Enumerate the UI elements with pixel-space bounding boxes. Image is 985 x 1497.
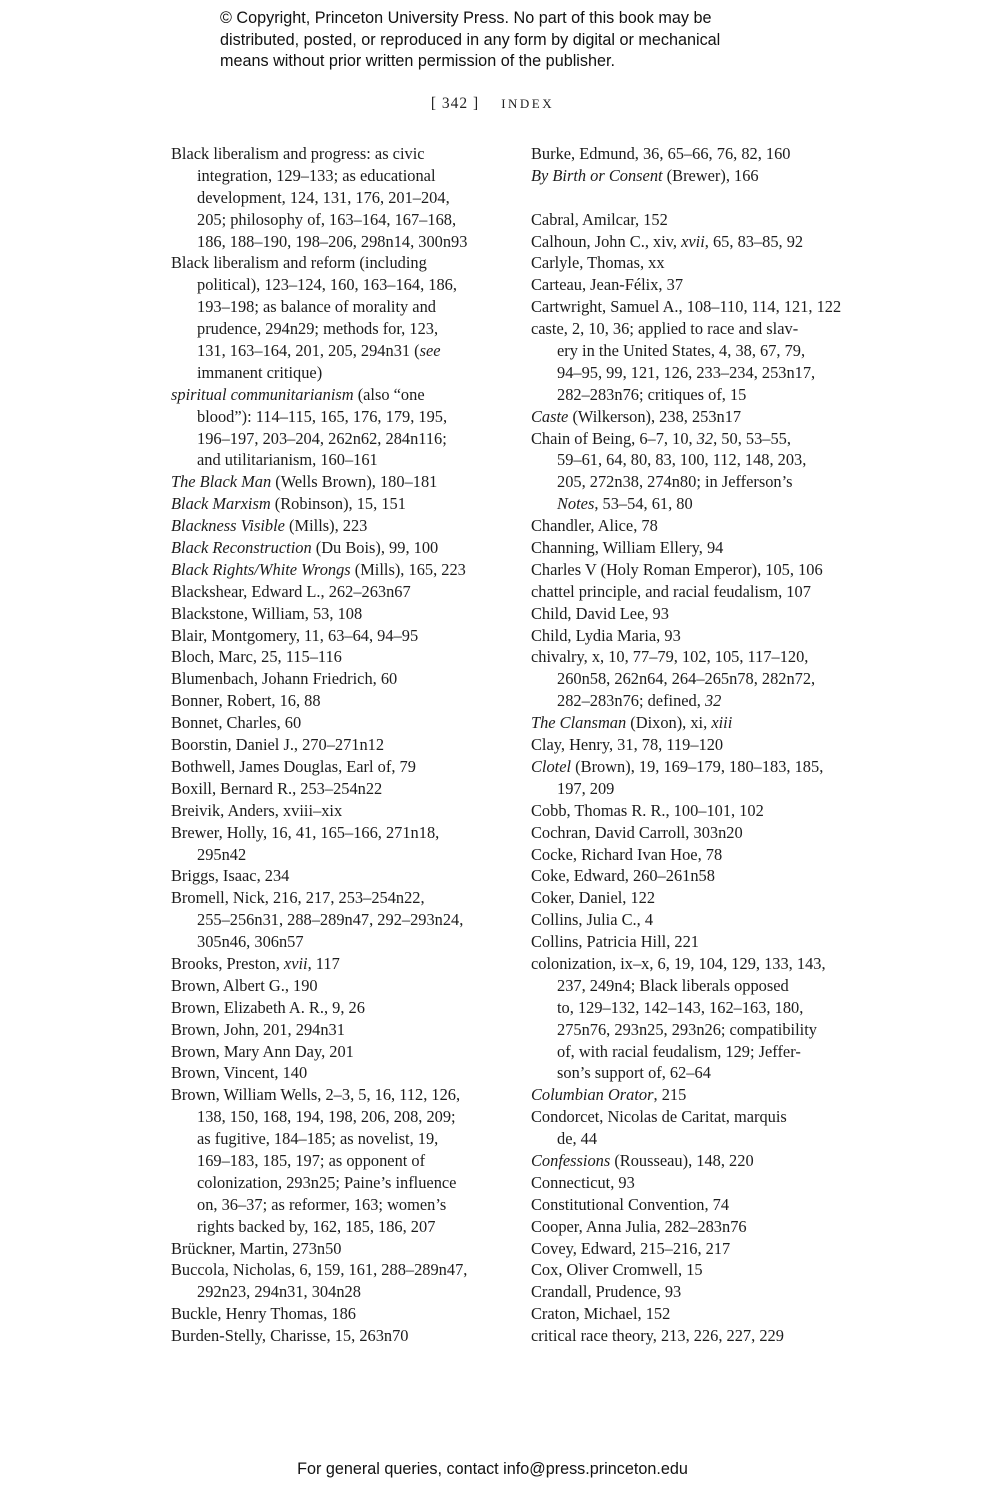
index-entry: Breivik, Anders, xviii–xix (171, 800, 343, 820)
index-entry-continuation: 205; philosophy of, 163–164, 167–168, (197, 209, 457, 229)
index-entry: chivalry, x, 10, 77–79, 102, 105, 117–120, (531, 647, 809, 667)
footer-contact: For general queries, contact info@press.princeton.edu (297, 1460, 688, 1478)
index-entry-continuation: 94–95, 99, 121, 126, 233–234, 253n17, (557, 362, 816, 382)
index-entry: Black Marxism (Robinson), 15, 151 (171, 494, 406, 514)
index-entry: spiritual communitarianism (also “one (171, 384, 425, 404)
index-entry-continuation: as fugitive, 184–185; as novelist, 19, (197, 1129, 439, 1149)
index-entry: Cocke, Richard Ivan Hoe, 78 (531, 844, 723, 864)
copyright-notice (220, 8, 820, 73)
index-entry: Black liberalism and progress: as civic (171, 144, 425, 163)
index-entry: Boorstin, Daniel J., 270–271n12 (171, 735, 385, 755)
index-entry-continuation: political), 123–124, 160, 163–164, 186, (197, 275, 457, 295)
index-entry: Cabral, Amilcar, 152 (531, 209, 668, 229)
index-entry-continuation: rights backed by, 162, 185, 186, 207 (197, 1216, 436, 1236)
index-entry-continuation: son’s support of, 62–64 (557, 1063, 711, 1083)
index-entry-continuation: ery in the United States, 4, 38, 67, 79, (557, 341, 806, 361)
index-entry: Briggs, Isaac, 234 (171, 866, 290, 886)
index-entry: Buckle, Henry Thomas, 186 (171, 1304, 356, 1324)
copyright-line: means without prior written permission of the publisher. (220, 52, 615, 70)
index-entry: Cox, Oliver Cromwell, 15 (531, 1260, 703, 1280)
index-entry-continuation: colonization, 293n25; Paine’s influence (197, 1172, 457, 1192)
index-entry: Bromell, Nick, 216, 217, 253–254n22, (171, 888, 425, 908)
index-entry: Cochran, David Carroll, 303n20 (531, 822, 743, 842)
index-entry: Channing, William Ellery, 94 (531, 538, 724, 558)
index-entry: Carteau, Jean-Félix, 37 (531, 275, 684, 295)
index-entry: Blair, Montgomery, 11, 63–64, 94–95 (171, 625, 419, 645)
index-entry-continuation: 138, 150, 168, 194, 198, 206, 208, 209; (197, 1107, 456, 1127)
index-entry: critical race theory, 213, 226, 227, 229 (531, 1326, 784, 1346)
section-title: INDEX (501, 96, 555, 111)
index-entry-continuation: 131, 163–164, 201, 205, 294n31 (see (197, 341, 441, 361)
index-entry-continuation: and utilitarianism, 160–161 (197, 450, 378, 470)
index-entry: Brown, Elizabeth A. R., 9, 26 (171, 997, 365, 1017)
index-entry: Clotel (Brown), 19, 169–179, 180–183, 185, (531, 756, 824, 776)
index-entry-continuation: 282–283n76; critiques of, 15 (557, 384, 747, 404)
index-entry: colonization, ix–x, 6, 19, 104, 129, 133, 143, (531, 953, 826, 973)
index-entry-continuation: to, 129–132, 142–143, 162–163, 180, (557, 997, 804, 1017)
index-entry: Blumenbach, Johann Friedrich, 60 (171, 669, 398, 689)
index-entry: Brewer, Holly, 16, 41, 165–166, 271n18, (171, 822, 440, 842)
index-entry: Bonnet, Charles, 60 (171, 713, 302, 733)
index-entry: caste, 2, 10, 36; applied to race and slav- (531, 319, 799, 339)
index-entry: Coker, Daniel, 122 (531, 888, 656, 908)
index-entry: Brown, Vincent, 140 (171, 1063, 308, 1083)
index-entry: chattel principle, and racial feudalism, 107 (531, 581, 811, 601)
index-entry: Black liberalism and reform (including (171, 253, 427, 273)
index-entry: Blackness Visible (Mills), 223 (171, 516, 368, 536)
index-entry-continuation: integration, 129–133; as educational (197, 165, 436, 185)
index-entry-continuation: 197, 209 (557, 778, 615, 798)
index-entry-continuation: 196–197, 203–204, 262n62, 284n116; (197, 428, 447, 448)
index-entry: Bothwell, James Douglas, Earl of, 79 (171, 756, 416, 776)
index-entry-continuation: 260n58, 262n64, 264–265n78, 282n72, (557, 669, 816, 689)
index-entry-continuation: 292n23, 294n31, 304n28 (197, 1282, 361, 1302)
index-entry-continuation: 193–198; as balance of morality and (197, 297, 436, 317)
index-entry: Craton, Michael, 152 (531, 1304, 671, 1324)
index-entry: Connecticut, 93 (531, 1172, 635, 1192)
index-entry: Boxill, Bernard R., 253–254n22 (171, 778, 383, 798)
index-entry-continuation: 282–283n76; defined, 32 (557, 691, 722, 711)
index-entry-continuation: 205, 272n38, 274n80; in Jefferson’s (557, 472, 793, 492)
index-entry-continuation: Notes, 53–54, 61, 80 (557, 494, 693, 514)
index-entry: Collins, Patricia Hill, 221 (531, 932, 699, 952)
index-entry: Chandler, Alice, 78 (531, 516, 658, 536)
index-entry-continuation: 169–183, 185, 197; as opponent of (197, 1150, 426, 1170)
index-entry: Black Rights/White Wrongs (Mills), 165, 223 (171, 559, 466, 579)
index-column-right (531, 143, 871, 1347)
index-entry: Constitutional Convention, 74 (531, 1194, 730, 1214)
index-entry-continuation: immanent critique) (197, 362, 323, 382)
index-entry: Child, Lydia Maria, 93 (531, 625, 681, 645)
index-column-left (171, 143, 506, 1347)
index-entry: Blackshear, Edward L., 262–263n67 (171, 581, 411, 601)
index-entry-continuation: on, 36–37; as reformer, 163; women’s (197, 1194, 447, 1214)
index-entry: The Black Man (Wells Brown), 180–181 (171, 472, 438, 492)
index-entry: Condorcet, Nicolas de Caritat, marquis (531, 1107, 787, 1127)
index-entry: Brooks, Preston, xvii, 117 (171, 953, 340, 973)
index-entry-continuation: development, 124, 131, 176, 201–204, (197, 187, 450, 207)
index-entry: Crandall, Prudence, 93 (531, 1282, 682, 1302)
index-entry: By Birth or Consent (Brewer), 166 (531, 165, 759, 185)
index-entry: Cobb, Thomas R. R., 100–101, 102 (531, 800, 764, 820)
index-entry: Collins, Julia C., 4 (531, 910, 654, 930)
index-entry: Charles V (Holy Roman Emperor), 105, 106 (531, 559, 823, 579)
index-entry-continuation: 59–61, 64, 80, 83, 100, 112, 148, 203, (557, 450, 807, 470)
index-entry: The Clansman (Dixon), xi, xiii (531, 713, 733, 733)
index-entry: Brown, John, 201, 294n31 (171, 1019, 345, 1039)
index-entry-continuation: 305n46, 306n57 (197, 932, 304, 952)
index-entry-continuation: 275n76, 293n25, 293n26; compatibility (557, 1019, 817, 1039)
index-entry: Clay, Henry, 31, 78, 119–120 (531, 735, 724, 755)
index-entry: Burke, Edmund, 36, 65–66, 76, 82, 160 (531, 144, 791, 163)
index-entry: Calhoun, John C., xiv, xvii, 65, 83–85, 92 (531, 231, 804, 251)
running-head (0, 95, 985, 113)
index-entry-continuation: de, 44 (557, 1129, 598, 1149)
index-entry: Bloch, Marc, 25, 115–116 (171, 647, 342, 667)
index-entry-continuation: 237, 249n4; Black liberals opposed (557, 975, 789, 995)
index-entry: Burden-Stelly, Charisse, 15, 263n70 (171, 1326, 409, 1346)
index-entry: Buccola, Nicholas, 6, 159, 161, 288–289n47, (171, 1260, 468, 1280)
index-entry: Cooper, Anna Julia, 282–283n76 (531, 1216, 747, 1236)
index-entry-continuation: 255–256n31, 288–289n47, 292–293n24, (197, 910, 464, 930)
copyright-line: © Copyright, Princeton University Press. No part of this book may be (220, 9, 712, 27)
index-entry: Blackstone, William, 53, 108 (171, 603, 363, 623)
index-entry: Caste (Wilkerson), 238, 253n17 (531, 406, 742, 426)
index-entry-continuation: 186, 188–190, 198–206, 298n14, 300n93 (197, 231, 468, 251)
index-entry: Child, David Lee, 93 (531, 603, 669, 623)
index-entry: Black Reconstruction (Du Bois), 99, 100 (171, 538, 439, 558)
copyright-line: distributed, posted, or reproduced in any form by digital or mechanical (220, 30, 721, 49)
index-entry: Confessions (Rousseau), 148, 220 (531, 1150, 754, 1170)
index-entry: Brown, Mary Ann Day, 201 (171, 1041, 354, 1061)
index-entry: Covey, Edward, 215–216, 217 (531, 1238, 731, 1258)
index-entry: Brown, Albert G., 190 (171, 975, 318, 995)
index-entry-continuation: of, with racial feudalism, 129; Jeffer- (557, 1041, 801, 1061)
index-entry: Brückner, Martin, 273n50 (171, 1238, 342, 1258)
page-number: [ 342 ] (430, 95, 480, 112)
index-letter-gap (531, 187, 871, 209)
index-entry-continuation: blood”): 114–115, 165, 176, 179, 195, (197, 406, 448, 426)
index-entry: Chain of Being, 6–7, 10, 32, 50, 53–55, (531, 428, 791, 448)
index-entry-continuation: 295n42 (197, 844, 247, 864)
index-entry: Columbian Orator, 215 (531, 1085, 687, 1105)
index-entry: Coke, Edward, 260–261n58 (531, 866, 715, 886)
index-entry: Cartwright, Samuel A., 108–110, 114, 121, 122 (531, 297, 842, 317)
index-entry: Carlyle, Thomas, xx (531, 253, 665, 273)
index-entry: Bonner, Robert, 16, 88 (171, 691, 321, 711)
index-entry: Brown, William Wells, 2–3, 5, 16, 112, 126, (171, 1085, 461, 1105)
index-entry-continuation: prudence, 294n29; methods for, 123, (197, 319, 439, 339)
